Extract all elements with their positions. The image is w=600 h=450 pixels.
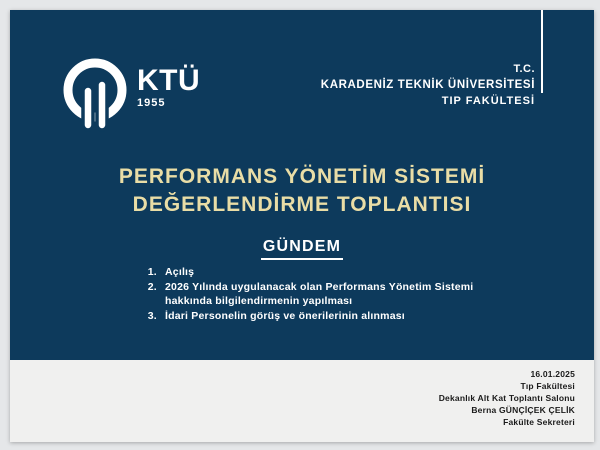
- agenda-heading: GÜNDEM: [261, 238, 343, 260]
- slide-title-line1: PERFORMANS YÖNETİM SİSTEMİ: [118, 165, 486, 188]
- footer-location: Dekanlık Alt Kat Toplantı Salonu: [438, 393, 575, 403]
- agenda-list: [133, 265, 512, 323]
- university-logo: [60, 56, 200, 132]
- agenda-heading-wrap: [10, 238, 594, 260]
- slide-main-area: [10, 10, 594, 360]
- slide-footer: [10, 360, 594, 442]
- logo-text: [137, 66, 200, 109]
- presentation-slide: [10, 10, 594, 442]
- logo-acronym: KTÜ: [137, 64, 201, 97]
- header-faculty: TIP FAKÜLTESİ: [441, 95, 535, 107]
- header-country: T.C.: [513, 63, 535, 75]
- institution-header: [321, 62, 535, 109]
- header-divider-line: [541, 10, 543, 93]
- slide-title-line2: DEĞERLENDİRME TOPLANTISI: [132, 193, 472, 216]
- ktu-emblem-icon: [60, 56, 134, 132]
- footer-person: Berna GÜNÇİÇEK ÇELİK: [471, 405, 575, 415]
- agenda-item-3: 3. İdari Personelin görüş ve önerilerinin alınması: [160, 309, 512, 324]
- agenda-item-1: 1. Açılış: [160, 265, 512, 280]
- header-university: KARADENİZ TEKNİK ÜNİVERSİTESİ: [320, 79, 535, 91]
- agenda-item-2: 2. 2026 Yılında uygulanacak olan Performans Yönetim Sistemi hakkında bilgilendirmenin yapılması: [160, 280, 512, 309]
- slide-title: [10, 163, 594, 219]
- footer-faculty: Tıp Fakültesi: [520, 381, 575, 391]
- logo-year: 1955: [137, 97, 166, 109]
- footer-role: Fakülte Sekreteri: [503, 417, 575, 427]
- footer-date: 16.01.2025: [530, 369, 575, 379]
